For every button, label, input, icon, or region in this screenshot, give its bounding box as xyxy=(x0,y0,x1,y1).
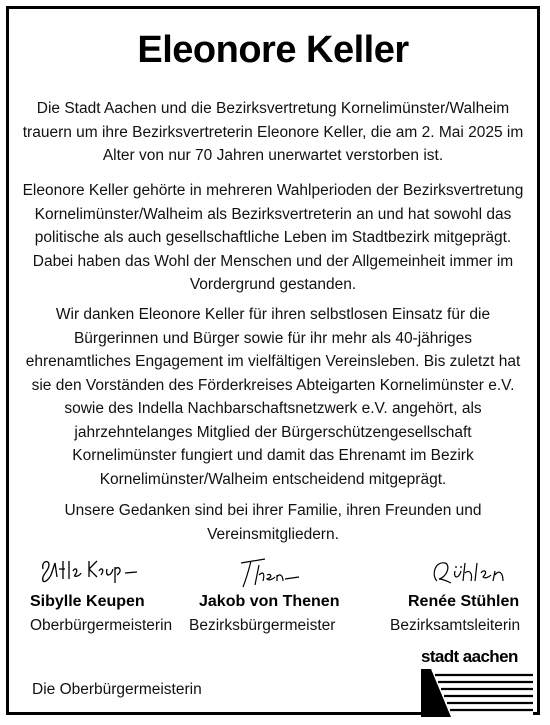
paragraph-line: politische als auch gesellschaftliche Leben im Stadtbezirk mitgeprägt. xyxy=(34,229,512,246)
city-logo xyxy=(421,647,533,715)
paragraph-line: Die Stadt Aachen und die Bezirksvertretung Kornelimünster/Walheim xyxy=(36,100,510,117)
paragraph-line: Dabei haben das Wohl der Menschen und der Allgemeinheit immer im xyxy=(32,252,514,270)
obituary-notice xyxy=(6,6,540,715)
paragraph-line: Eleonore Keller gehörte in mehreren Wahlperioden der Bezirksvertretung xyxy=(22,182,524,199)
paragraph-line: ehrenamtliches Engagement im vielfältigen Vereinsleben. Bis zuletzt hat xyxy=(25,353,521,370)
paragraph-line: Vordergrund gestanden. xyxy=(189,276,357,293)
signatory-role-1: Oberbürgermeisterin xyxy=(30,617,173,634)
paragraph-2 xyxy=(19,179,527,297)
footer-label: Die Oberbürgermeisterin xyxy=(32,681,202,698)
logo-stripes-icon xyxy=(421,667,533,717)
paragraph-line: Kornelimünster fungiert und damit das Ehrenamt im Bezirk xyxy=(72,447,474,464)
paragraph-line: Alter von nur 70 Jahren unerwartet verstorben ist. xyxy=(102,147,444,164)
logo-wordmark: stadt aachen xyxy=(421,647,518,666)
signature-keupen xyxy=(39,555,139,585)
signatory-role-3: Bezirksamtsleiterin xyxy=(390,617,521,634)
signature-stuehlen xyxy=(429,557,519,589)
signatory-name-1: Sibylle Keupen xyxy=(30,593,145,610)
signatory-name-3: Renée Stühlen xyxy=(408,593,520,610)
notice-title: Eleonore Keller xyxy=(137,29,409,71)
paragraph-line: sowie des Indella Nachbarschaftsnetzwerk e.V. angehört, als xyxy=(64,400,482,417)
paragraph-line: Unsere Gedanken sind bei ihrer Familie, ihren Freunden und xyxy=(64,502,482,519)
signatory-name-2: Jakob von Thenen xyxy=(199,593,340,610)
paragraph-1 xyxy=(19,97,527,168)
paragraph-line: Kornelimünster/Walheim als Bezirksvertreterin an und hat sowohl das xyxy=(34,205,512,223)
signature-thenen xyxy=(237,555,303,591)
paragraph-line: Kornelimünster/Walheim entscheidend mitgeprägt. xyxy=(99,470,447,488)
paragraph-line: trauern um ihre Bezirksvertreterin Eleonore Keller, die am 2. Mai 2025 im xyxy=(22,123,524,141)
paragraph-line: sie den Vorständen des Förderkreises Abteigarten Kornelimünster e.V. xyxy=(31,376,515,394)
paragraph-line: Wir danken Eleonore Keller für ihren selbstlosen Einsatz für die xyxy=(55,306,491,323)
paragraph-4 xyxy=(19,499,527,546)
paragraph-line: jahrzehntelanges Mitglied der Bürgerschützengesellschaft xyxy=(74,423,472,441)
paragraph-line: Vereinsmitgliedern. xyxy=(207,525,339,543)
paragraph-line: Bürgerinnen und Bürger sowie für ihr mehr als 40-jähriges xyxy=(73,329,473,347)
paragraph-3 xyxy=(19,303,527,491)
signatory-role-2: Bezirksbürgermeister xyxy=(189,617,336,634)
